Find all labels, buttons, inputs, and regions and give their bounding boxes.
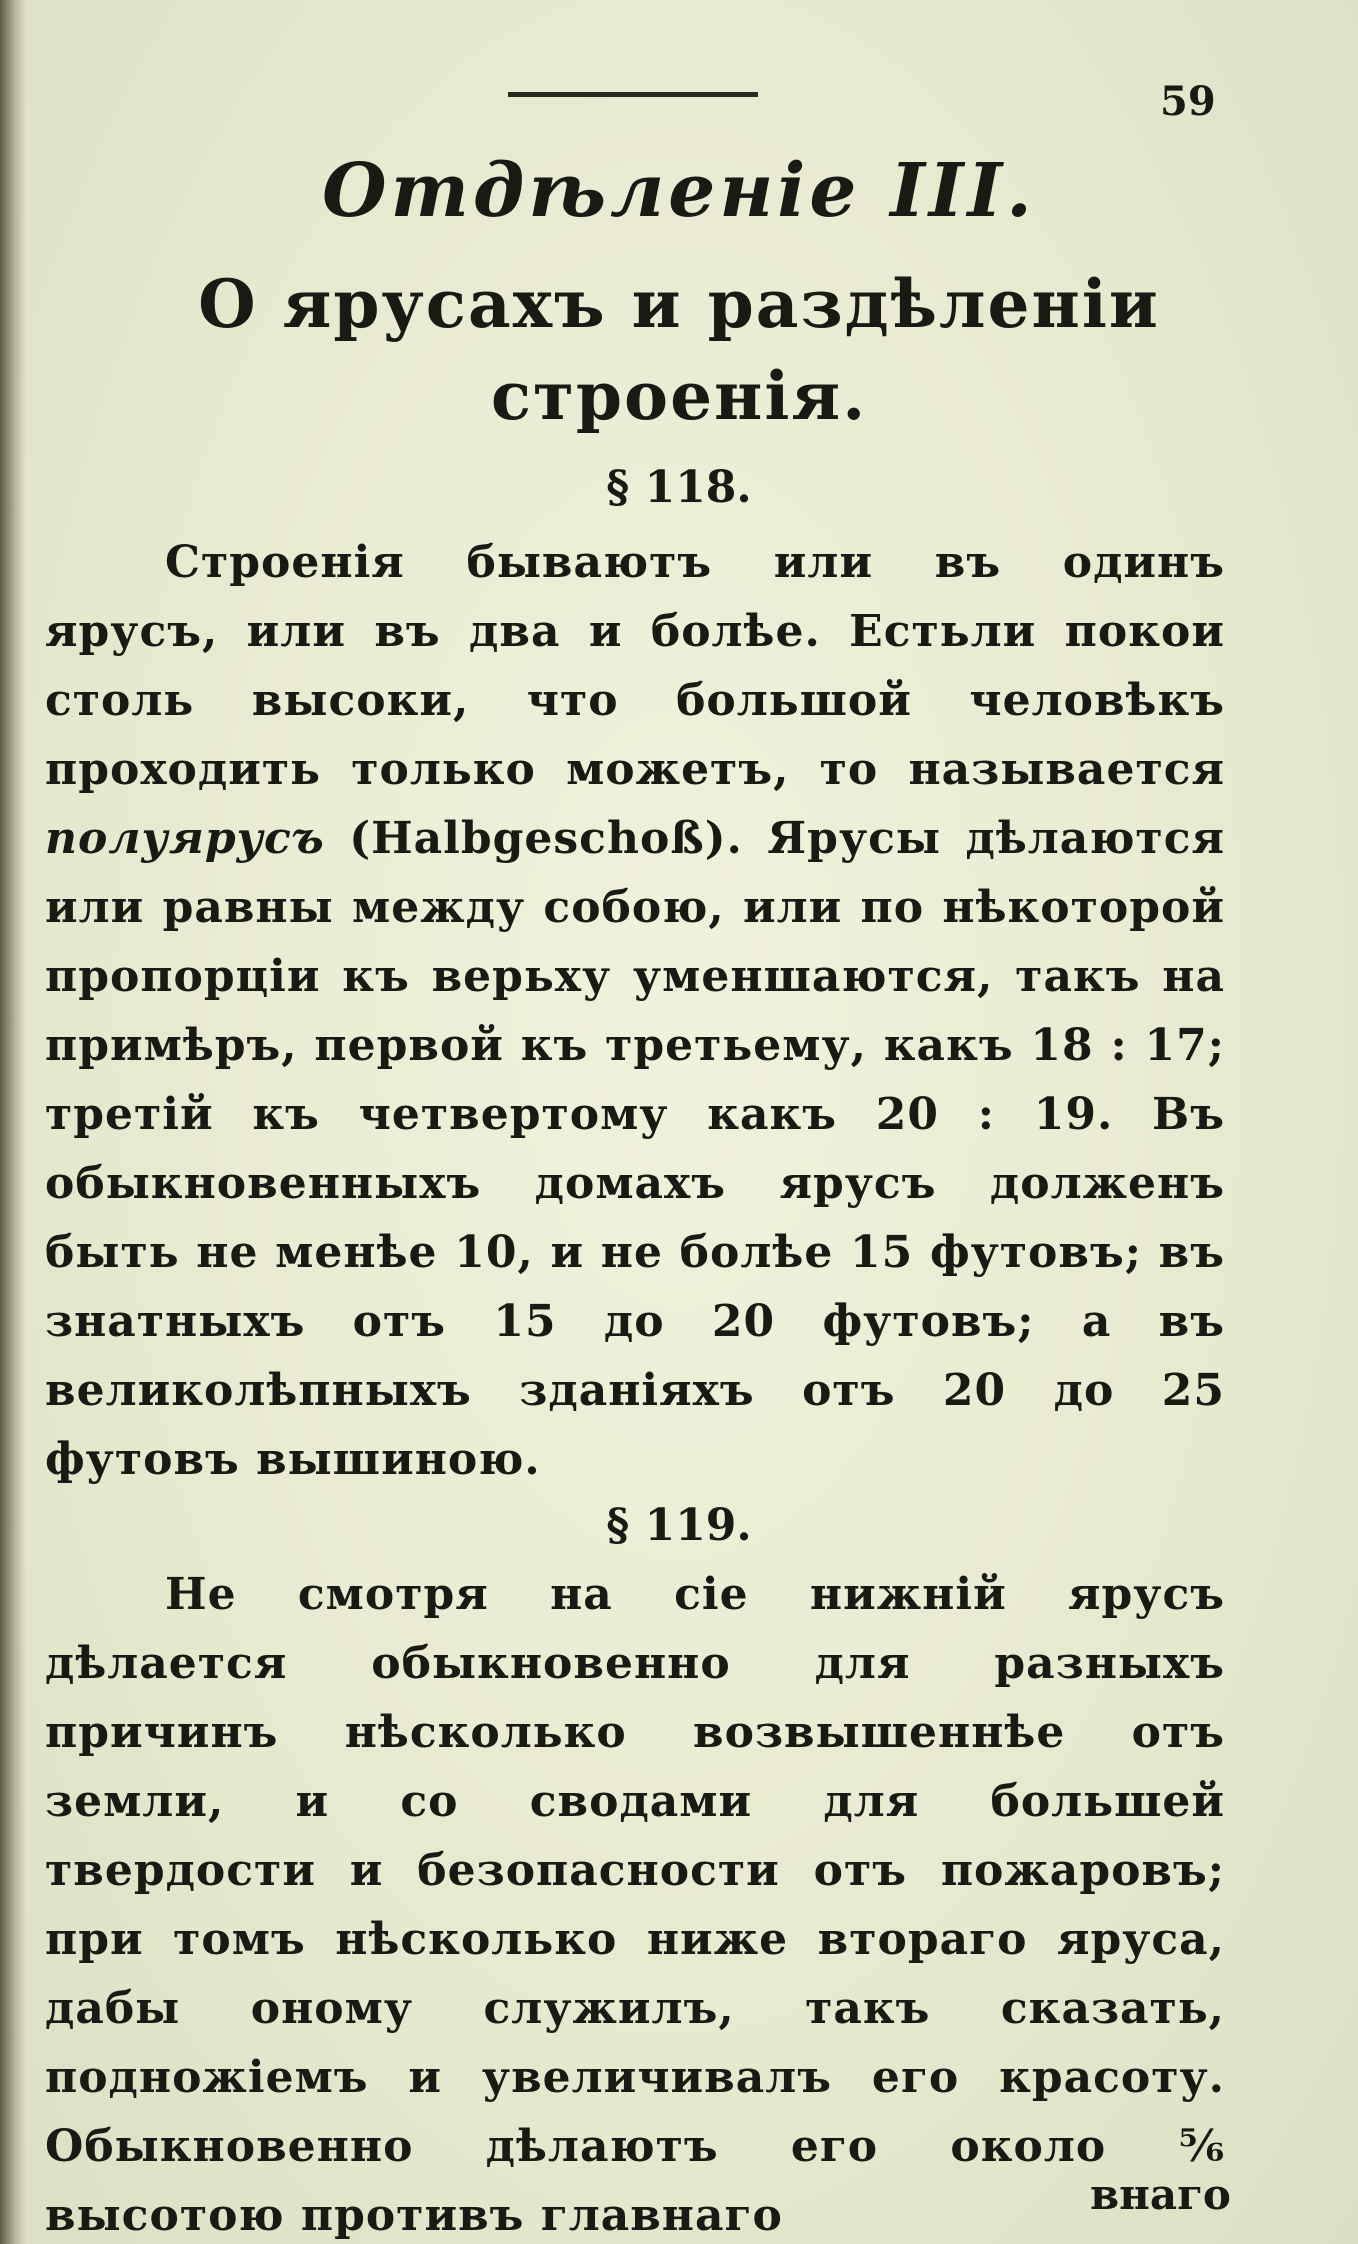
section-title-line-1: О ярусахъ и раздѣленіи (198, 265, 1160, 343)
section-title-line-2: строенія. (490, 357, 868, 435)
section-title (0, 258, 1358, 442)
paragraph-119-text: Не смотря на сіе нижній ярусъ дѣлается обыкновенно для разныхъ причинъ нѣсколько возвышеннѣе отъ земли, и со сводами для большей твердости и безопасности отъ пожаровъ; при томъ нѣсколько ниже втораго яруса, дабы оному служилъ, такъ сказать, подножіемъ и увеличивалъ его красоту. Обыкновенно дѣлаютъ его около ⅚ высотою противъ главнаго (45, 1569, 1225, 2241)
paragraph-118-text-b: (Halbgeschoß). Ярусы дѣлаются или равны между собою, или по нѣкоторой пропорціи къ верьху уменшаются, такъ на примѣръ, первой къ третьему, какъ 18 : 17; третій къ четвертому какъ 20 : 19. Въ обыкновенныхъ домахъ ярусъ долженъ быть не менѣе 10, и не болѣе 15 футовъ; въ знатныхъ отъ 15 до 20 футовъ; а въ великолѣпныхъ зданіяхъ отъ 20 до 25 футовъ вышиною. (45, 813, 1225, 1485)
paragraph-118-italic-term: полуярусъ (45, 813, 325, 864)
paragraph-mark-119: § 119. (606, 1500, 752, 1551)
page-number: 59 (1160, 78, 1216, 125)
chapter-title: Отдѣленіе III. (322, 148, 1036, 234)
paragraph-118 (45, 528, 1225, 1494)
paragraph-119 (45, 1560, 1225, 2244)
paragraph-118-text-a: Строенія бываютъ или въ одинъ ярусъ, или въ два и болѣе. Естьли покои столь высоки, что большой человѣкъ проходить только можетъ, то называется (45, 537, 1225, 795)
paragraph-mark-118: § 118. (606, 462, 752, 513)
header-rule (508, 92, 758, 97)
catchword: внаго (1090, 2170, 1231, 2219)
